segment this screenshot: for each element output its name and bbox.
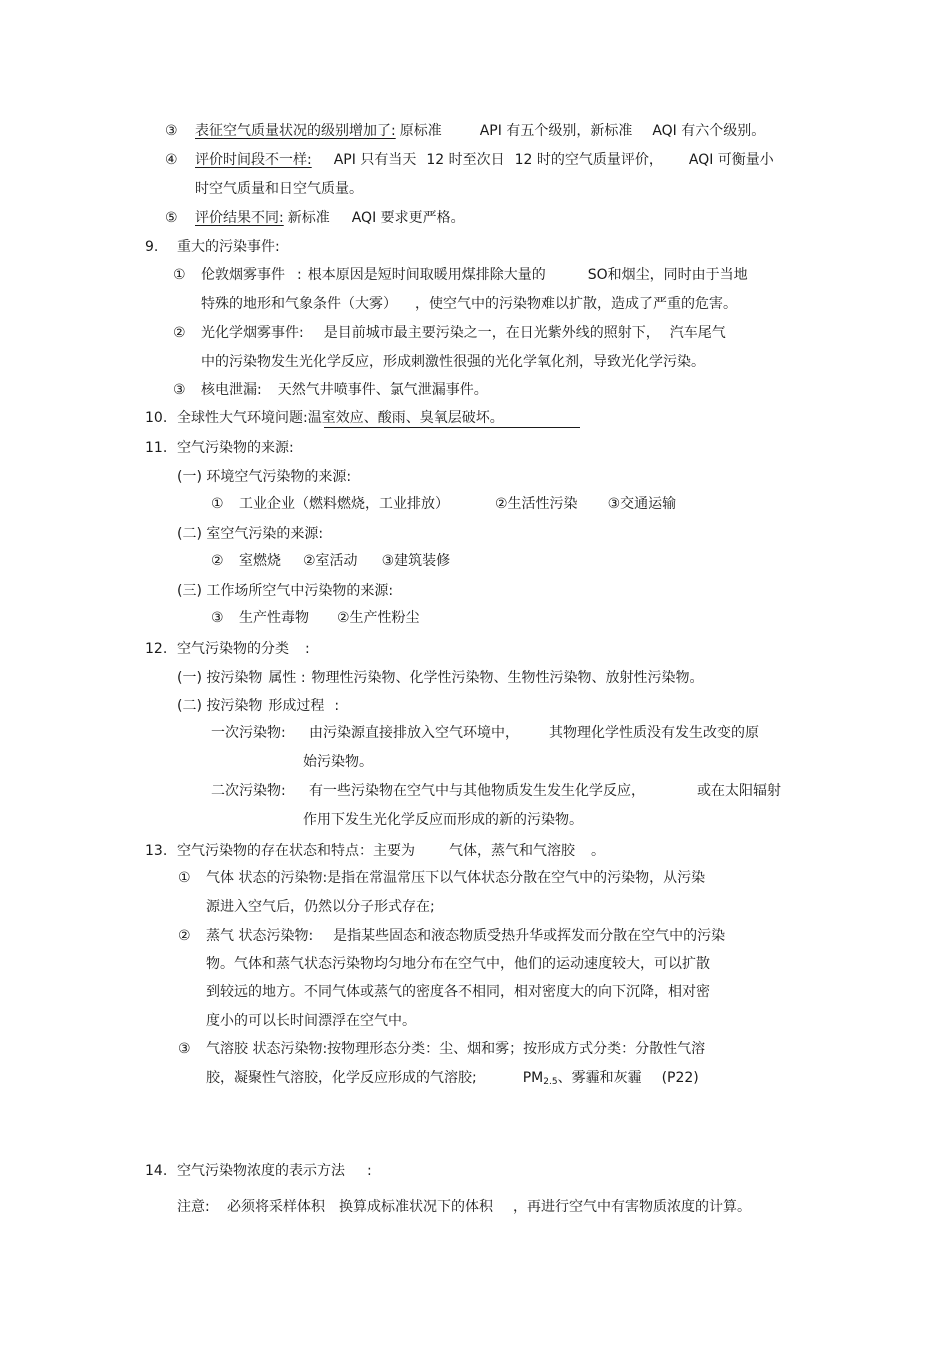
pm-label: [523, 1069, 558, 1091]
note-text: ，再进行空气中有害物质浓度的计算。: [513, 1199, 751, 1215]
section-14-heading: [145, 1162, 372, 1180]
item-text: ②室活动: [303, 553, 358, 569]
criteria-item-5: [165, 209, 465, 227]
item-number: ②: [211, 553, 224, 569]
item-label: (二) 按污染物: [177, 698, 263, 714]
underline-rule: [324, 427, 580, 428]
item-text: 工业企业（燃料燃烧，工业排放）: [239, 496, 449, 512]
section-text: 。: [591, 843, 605, 859]
item-text: 是指在常温常压下以气体状态分散在空气中的污染物，从污染: [327, 870, 706, 886]
item-number: ③: [178, 1041, 191, 1057]
section-10: [145, 409, 504, 427]
state-item-2-line4: 度小的可以长时间漂浮在空气中。: [206, 1013, 416, 1029]
state-item-1: [178, 869, 705, 887]
section-14-note: [177, 1198, 751, 1216]
section-colon: :: [305, 641, 310, 657]
section-text: 气体，蒸气和气溶胶: [449, 843, 575, 859]
item-text: 根本原因是短时间取暖用煤排除大量的: [307, 267, 546, 283]
item-text: 有一些污染物在空气中与其他物质发生发生化学反应，: [309, 783, 645, 799]
primary-pollutant: [211, 724, 759, 742]
item-label: 表征空气质量状况的级别增加了:: [195, 123, 396, 139]
item-label: 评价结果不同:: [195, 210, 284, 226]
section-number: 10.: [145, 410, 168, 426]
item-text: 12 时至次日: [426, 152, 505, 168]
item-text: 新标准: [287, 210, 330, 226]
state-item-2: [178, 927, 725, 945]
item-label: 气体 状态的污染物:: [206, 870, 328, 886]
item-label: (一) 按污染物: [177, 670, 263, 686]
criteria-item-3: [165, 122, 765, 140]
section-title: 空气污染物的来源:: [177, 440, 294, 456]
event-item-3: [173, 381, 488, 399]
state-item-3-cont: [206, 1069, 699, 1091]
event-item-2: [173, 324, 726, 342]
source-group-3-label: (三) 工作场所空气中污染物的来源:: [177, 583, 394, 599]
item-label: 核电泄漏:: [201, 382, 262, 398]
source-group-2-items: [211, 552, 450, 570]
state-item-3: [178, 1040, 705, 1058]
item-text: 室燃烧: [239, 553, 281, 569]
item-label: 伦敦烟雾事件: [201, 267, 285, 283]
source-group-1-label: (一) 环境空气污染物的来源:: [177, 469, 352, 485]
item-number: ④: [165, 152, 178, 168]
item-text: ③交通运输: [607, 496, 677, 512]
item-number: ①: [173, 267, 186, 283]
item-text: 原标准: [399, 123, 442, 139]
section-number: 14.: [145, 1163, 168, 1179]
item-number: ①: [178, 870, 191, 886]
item-label: 气溶胶 状态污染物:: [206, 1041, 328, 1057]
item-text: ②生活性污染: [495, 496, 578, 512]
section-number: 11.: [145, 440, 168, 456]
section-title: 全球性大气环境问题:: [177, 410, 308, 426]
section-title: 空气污染物的存在状态和特点：主要为: [177, 843, 415, 859]
item-label: 二次污染物:: [211, 783, 286, 799]
section-number: 13.: [145, 843, 168, 859]
item-text: AQI 有六个级别。: [652, 123, 766, 139]
item-text: API 有五个级别，新标准: [479, 123, 633, 139]
item-text: AQI 可衡量小: [688, 152, 774, 168]
secondary-pollutant: [211, 782, 781, 800]
note-text: 必须将采样体积: [227, 1199, 325, 1215]
item-label: 蒸气 状态污染物:: [206, 928, 314, 944]
event-item-1-cont: [201, 295, 737, 313]
section-title: 重大的污染事件:: [177, 239, 280, 255]
item-text: ，使空气中的污染物难以扩散，造成了严重的危害。: [415, 296, 737, 312]
item-text: 生产性毒物: [239, 610, 309, 626]
section-title: 空气污染物的分类: [177, 641, 289, 657]
item-text: 汽车尾气: [669, 325, 726, 341]
state-item-2-line2: 物。气体和蒸气状态污染物均匀地分布在空气中，他们的运动速度较大，可以扩散: [206, 956, 710, 972]
item-text: 和烟尘，同时由于当地: [607, 267, 748, 283]
secondary-pollutant-cont: 作用下发生光化学反应而形成的新的污染物。: [303, 812, 583, 828]
item-text: AQI 要求更严格。: [351, 210, 465, 226]
item-number: ③: [165, 123, 178, 139]
section-number: 12.: [145, 641, 168, 657]
item-text: 、雾霾和灰霾: [557, 1070, 642, 1086]
event-item-2-cont: 中的污染物发生光化学反应，形成刺激性很强的光化学氧化剂，导致光化学污染。: [201, 354, 705, 370]
item-label: 光化学烟雾事件:: [201, 325, 304, 341]
item-text: ②生产性粉尘: [337, 610, 420, 626]
item-text: ③建筑装修: [381, 553, 451, 569]
source-group-3-items: [211, 609, 420, 627]
criteria-item-4: [165, 151, 774, 169]
item-text: 天然气井喷事件、氯气泄漏事件。: [277, 382, 488, 398]
item-number: ①: [211, 496, 224, 512]
primary-pollutant-cont: 始污染物。: [303, 754, 373, 770]
item-text: API 只有当天: [333, 152, 417, 168]
item-number: ⑤: [165, 210, 178, 226]
item-text: 是目前城市最主要污染之一，在日光紫外线的照射下，: [323, 325, 660, 341]
item-text: 按物理形态分类：尘、烟和雾；按形成方式分类：分散性气溶: [327, 1041, 706, 1057]
item-text: 其物理化学性质没有发生改变的原: [549, 725, 759, 741]
section-13-heading: [145, 842, 605, 860]
item-key: 形成过程: [268, 698, 325, 714]
item-number: ②: [178, 928, 191, 944]
item-text: 或在太阳辐射: [697, 783, 781, 799]
note-text: 换算成标准状况下的体积: [339, 1199, 493, 1215]
item-text: 特殊的地形和气象条件（大雾）: [201, 296, 397, 312]
pm-subscript: 2.5: [543, 1077, 558, 1087]
section-12-heading: [145, 640, 310, 658]
item-label: 评价时间段不一样:: [195, 152, 312, 168]
item-key: 属性 :: [268, 670, 306, 686]
item-text: 由污染源直接排放入空气环境中，: [309, 725, 519, 741]
item-text: 物理性污染物、化学性污染物、生物性污染物、放射性污染物。: [311, 670, 704, 686]
item-text: 是指某些固态和液态物质受热升华或挥发而分散在空气中的污染: [333, 928, 726, 944]
event-item-1: [173, 266, 748, 284]
item-number: ③: [211, 610, 224, 626]
source-group-2-label: (二) 室空气污染的来源:: [177, 526, 324, 542]
section-11-heading: [145, 439, 294, 457]
pm-text: PM: [522, 1070, 544, 1086]
page-reference: (P22): [661, 1070, 699, 1086]
section-title: 空气污染物浓度的表示方法: [177, 1163, 345, 1179]
source-group-1-items: [211, 495, 676, 513]
classification-by-property: [177, 669, 704, 687]
item-text: 胶，凝聚性气溶胶，化学反应形成的气溶胶;: [206, 1070, 477, 1086]
item-text: SO: [587, 267, 608, 283]
item-number: ③: [173, 382, 186, 398]
state-item-1-cont: 源进入空气后，仍然以分子形式存在;: [206, 899, 435, 915]
section-number: 9.: [145, 239, 159, 255]
state-item-2-line3: 到较远的地方。不同气体或蒸气的密度各不相同，相对密度大的向下沉降，相对密: [206, 984, 710, 1000]
item-label: 一次污染物:: [211, 725, 286, 741]
classification-by-formation: [177, 697, 339, 715]
section-colon: :: [367, 1163, 372, 1179]
note-label: 注意:: [177, 1199, 210, 1215]
item-colon: :: [297, 267, 302, 283]
item-number: ②: [173, 325, 186, 341]
item-text: 12 时的空气质量评价，: [514, 152, 663, 168]
section-9-heading: [145, 238, 280, 256]
section-text: 温室效应、酸雨、臭氧层破坏。: [307, 410, 504, 426]
criteria-item-4-cont: 时空气质量和日空气质量。: [195, 181, 363, 197]
item-colon: :: [334, 698, 340, 714]
